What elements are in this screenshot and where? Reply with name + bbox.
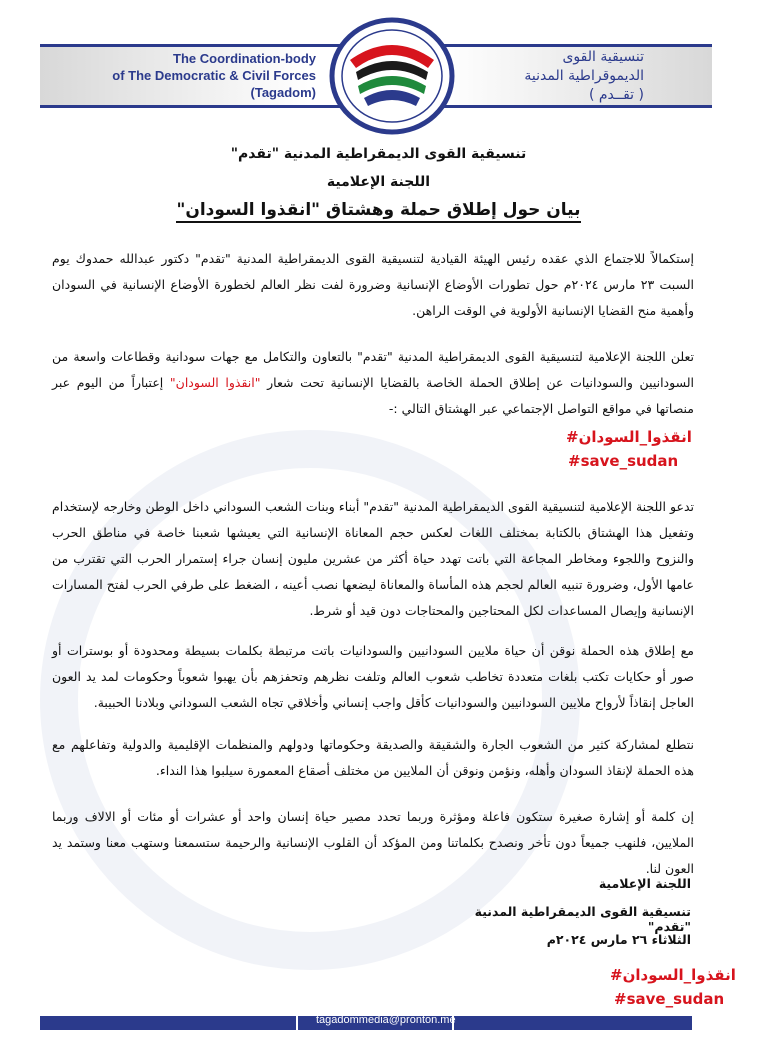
signature-date: الثلاثاء ٢٦ مارس ٢٠٢٤م xyxy=(546,932,691,947)
footer-email[interactable]: tagadommedia@pronton.me xyxy=(316,1014,456,1026)
statement-title-text: بيان حول إطلاق حملة وهشتاق "انقذوا السودان" xyxy=(176,200,580,223)
org-ar-line2: الديموقراطية المدنية xyxy=(524,68,644,84)
paragraph-2-before: تعلن اللجنة الإعلامية لتنسيقية القوى الديمقراطية المدنية "تقدم" بالتعاون والتكامل مع جهات سودانية وقطاعات واسعة من السودانيين والسودانيات عن إطلاق الحملة الخاصة بالقضايا الإنسانية تحت شعار xyxy=(52,349,694,390)
org-ar-line3: ( تقــدم ) xyxy=(588,87,644,103)
signature-hashtag-arabic[interactable]: #انقذوا_السودان xyxy=(610,966,736,984)
paragraph-6: إن كلمة أو إشارة صغيرة ستكون فاعلة ومؤثرة وربما تحدد مصير حياة إنسان واحد أو عشرات أو مئات أو الالاف وربما الملايين، فلنهب جميعاً دون تأخر ونصدح بكلماتنا ومن المؤكد أن القلوب الإنسانية والرحيمة ستسمعنا وستهب معنا وستمد يد العون لنا. xyxy=(52,809,694,876)
org-name-english xyxy=(96,50,316,101)
tagadom-logo xyxy=(328,16,456,136)
org-en-line2: of The Democratic & Civil Forces xyxy=(112,68,316,83)
committee-title: اللجنة الإعلامية xyxy=(326,174,431,190)
signature-committee: اللجنة الإعلامية xyxy=(598,876,691,891)
org-en-line1: The Coordination-body xyxy=(173,51,316,66)
org-title: تنسيقية القوى الديمقراطية المدنية "تقدم" xyxy=(230,146,527,162)
signature-hashtag-english[interactable]: #save_sudan xyxy=(614,990,725,1008)
paragraph-4: مع إطلاق هذه الحملة نوقن أن حياة ملايين السودانيين والسودانيات باتت مرتبطة بكلمات بسيطة ومحدودة أو بوسترات أو صور أو حكايات تكتب بلغات متعددة تخاطب شعوب العالم وتلفت نظرهم وتحفزهم بأن يهبوا شعوباً وحكومات لمد يد العون العاجل إنقاذاً لأرواح ملايين السودانيين والسودانيات كأقل واجب إنساني وأخلاقي تجاه الشعب السوداني وبلادنا الحبيبة. xyxy=(52,643,694,710)
org-name-arabic xyxy=(464,48,644,105)
footer-divider-left xyxy=(296,1014,298,1032)
org-en-line3: (Tagadom) xyxy=(250,85,316,100)
hashtag-arabic[interactable]: #انقذوا_السودان xyxy=(566,428,692,446)
paragraph-5: نتطلع لمشاركة كثير من الشعوب الجارة والشقيقة والصديقة وحكوماتها ودولهم والمنظمات الإقليمية والدولية وتفاعلهم مع هذه الحملة لإنقاذ السودان وأهله، ونؤمن ونوقن أن الملايين من مختلف أصقاع المعمورة سيلبوا هذا النداء. xyxy=(52,737,694,778)
hashtag-english[interactable]: #save_sudan xyxy=(568,452,679,470)
paragraph-2 xyxy=(52,344,694,422)
slogan-text: "انقذوا السودان" xyxy=(169,375,261,390)
paragraph-1: إستكمالاً للاجتماع الذي عقده رئيس الهيئة القيادية لتنسيقية القوى الديمقراطية المدنية "تقدم" دكتور عبدالله حمدوك يوم السبت ٢٣ مارس ٢٠٢٤م حول تطورات الأوضاع الإنسانية وضرورة لفت نظر العالم لخطورة الأوضاع الإنسانية في السودان وأهمية منح القضايا الإنسانية الأولوية في الوقت الراهن. xyxy=(52,251,694,318)
paragraph-3: تدعو اللجنة الإعلامية لتنسيقية القوى الديمقراطية المدنية "تقدم" أبناء وبنات الشعب السوداني داخل الوطن وخارجه لإستخدام وتفعيل هذا الهشتاق بالكتابة بمختلف اللغات لعكس حجم المعاناة الإنسانية التي يعيشها شعبنا خاصة في مناطق الحرب والنزوح واللجوء ومخاطر المجاعة التي باتت تهدد حياة أكثر من عشرين مليون إنسان جراء إستمرار الحرب التي تقترب من عامها الأول، وضرورة تنبيه العالم لحجم هذه المأساة والمعاناة ليضعها نصب أعينه ، الضغط على طرفي الحرب لفتح المسارات الإنسانية وإيصال المساعدات لكل المحتاجين والمحتاجات دون قيد أو شرط. xyxy=(52,499,694,618)
signature-org: تنسيقية القوى الديمقراطية المدنية "تقدم" xyxy=(474,904,691,934)
org-ar-line1: تنسيقية القوى xyxy=(562,49,644,65)
statement-title xyxy=(0,200,757,220)
paragraph-2-after: إعتباراً من اليوم عبر منصاتها في مواقع التواصل الإجتماعي عبر الهشتاق التالي :- xyxy=(52,375,694,416)
